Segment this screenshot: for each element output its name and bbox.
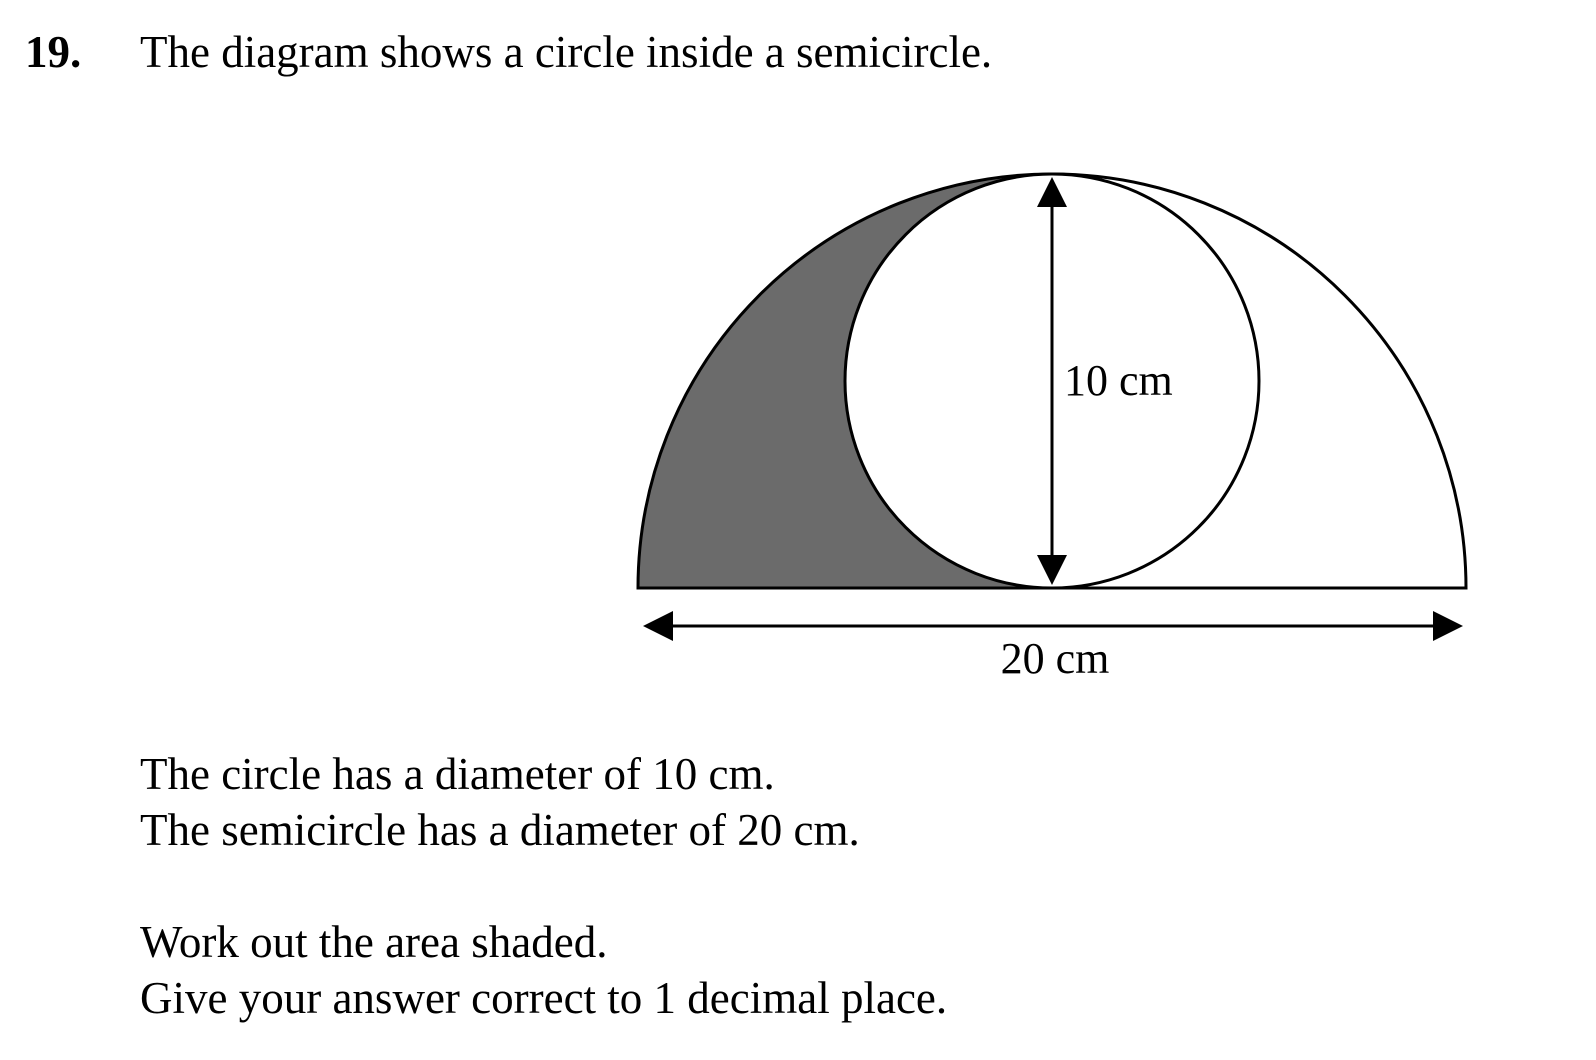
- circle-statement: The circle has a diameter of 10 cm.: [140, 749, 775, 799]
- semicircle-diameter-label: 20 cm: [1000, 634, 1110, 683]
- precision-statement: Give your answer correct to 1 decimal place.: [140, 973, 948, 1023]
- semicircle-statement: The semicircle has a diameter of 20 cm.: [140, 805, 860, 855]
- question-number: 19.: [25, 27, 82, 77]
- question-intro: The diagram shows a circle inside a semicircle.: [140, 27, 993, 77]
- circle-diameter-label: 10 cm: [1064, 356, 1173, 405]
- task-statement: Work out the area shaded.: [140, 917, 608, 967]
